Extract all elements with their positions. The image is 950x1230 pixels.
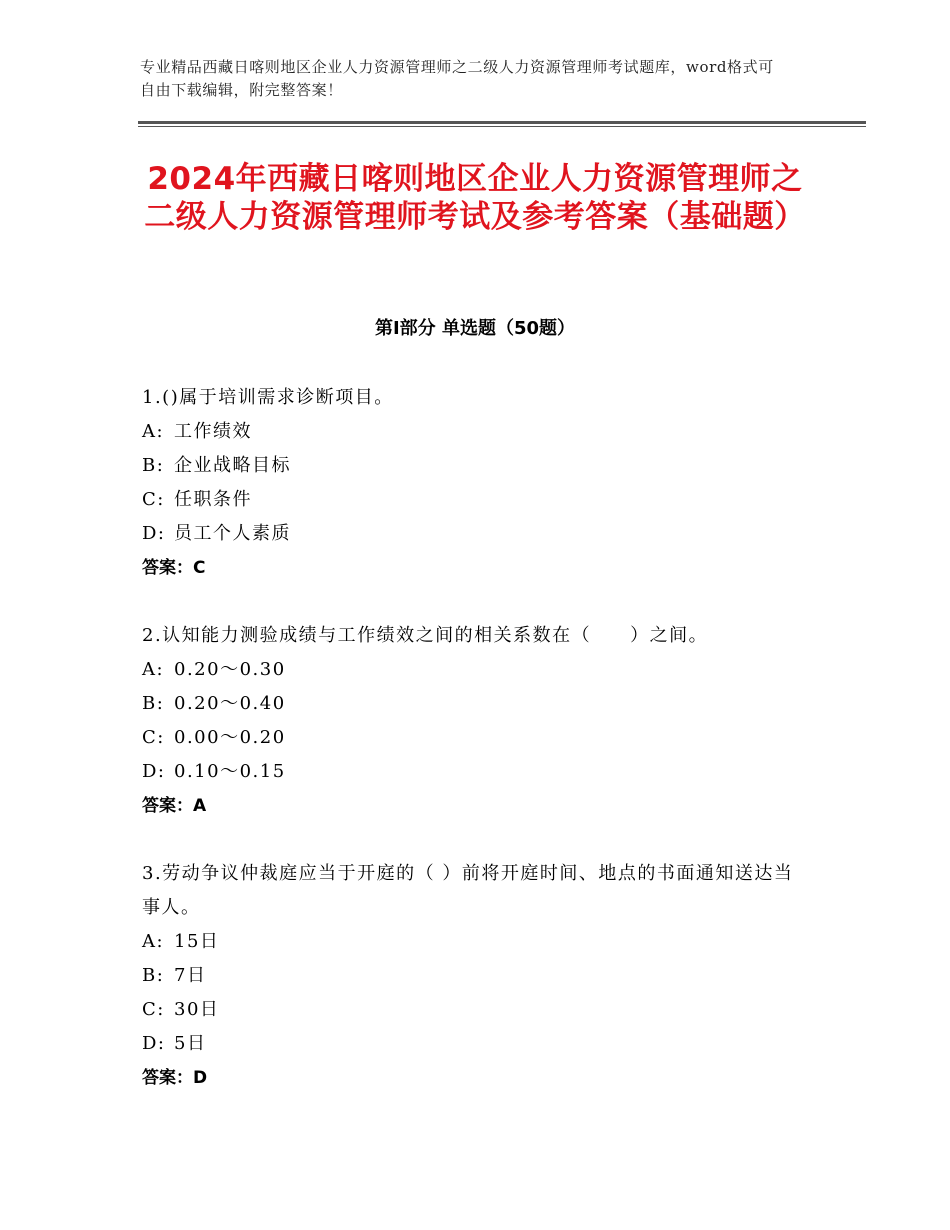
option-letter: C: [142,999,165,1020]
option-letter: B: [142,965,165,986]
option-letter: B: [142,455,165,476]
option-text: 0.00～0.20 [174,727,286,748]
answer-line: 答案：A [142,796,207,816]
answer-line: 答案：D [142,1068,208,1088]
option-c [142,483,812,517]
question-stem: 2.认知能力测验成绩与工作绩效之间的相关系数在（ ）之间。 [142,625,709,646]
option-text: 0.10～0.15 [174,761,286,782]
option-text: 30日 [174,999,220,1020]
header-rule-thick [138,121,866,124]
option-letter: A: [142,659,165,680]
option-text: 工作绩效 [174,421,252,442]
option-text: 0.20～0.40 [174,693,286,714]
option-letter: C: [142,727,165,748]
option-a [142,415,812,449]
option-d [142,1027,812,1061]
option-letter: D: [142,761,166,782]
option-letter: B: [142,693,165,714]
question-1 [142,381,812,585]
option-d [142,755,812,789]
option-letter: D: [142,1033,166,1054]
option-d [142,517,812,551]
section-title: 第Ⅰ部分 单选题（50题） [374,318,575,339]
header-rule-thin [138,126,866,127]
option-text: 7日 [174,965,207,986]
option-text: 员工个人素质 [174,523,291,544]
option-letter: C: [142,489,165,510]
question-2 [142,619,812,823]
option-letter: D: [142,523,166,544]
option-text: 任职条件 [174,489,252,510]
header-note: 专业精品西藏日喀则地区企业人力资源管理师之二级人力资源管理师考试题库，word格式可自由下载编辑，附完整答案！ [140,58,774,99]
option-b [142,449,812,483]
question-stem: 1.()属于培训需求诊断项目。 [142,387,394,408]
option-text: 0.20～0.30 [174,659,286,680]
option-b [142,687,812,721]
option-b [142,959,812,993]
option-letter: A: [142,931,165,952]
option-text: 5日 [174,1033,207,1054]
option-c [142,721,812,755]
document-title: 2024年西藏日喀则地区企业人力资源管理师之二级人力资源管理师考试及参考答案（基础题） [144,161,806,235]
option-a [142,653,812,687]
question-stem: 3.劳动争议仲裁庭应当于开庭的（ ）前将开庭时间、地点的书面通知送达当事人。 [142,863,794,918]
option-letter: A: [142,421,165,442]
option-a [142,925,812,959]
option-text: 企业战略目标 [174,455,291,476]
question-3 [142,857,812,1095]
answer-line: 答案：C [142,558,206,578]
option-text: 15日 [174,931,220,952]
option-c [142,993,812,1027]
